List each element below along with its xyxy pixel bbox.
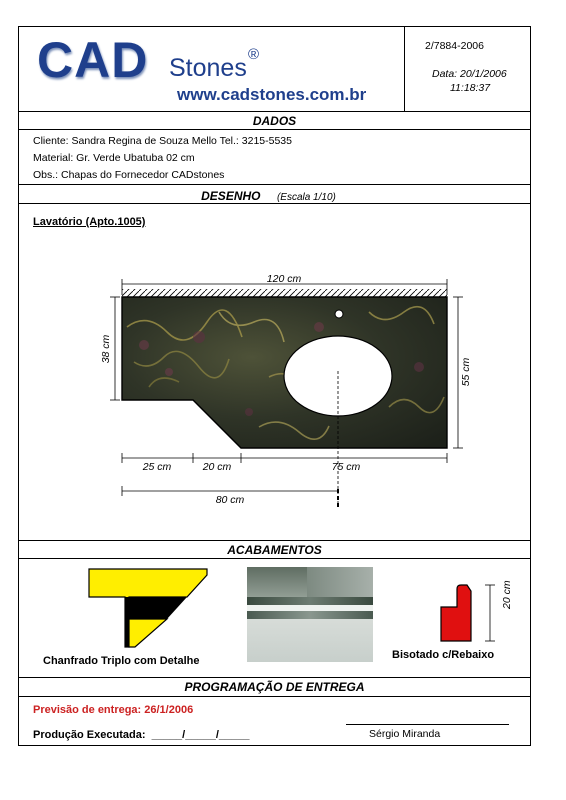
drawing-scale: (Escala 1/10): [276, 192, 336, 203]
bisotado-dim-line: [483, 583, 497, 645]
logo-stones-text: Stones: [169, 54, 247, 82]
dim-top: 120 cm: [266, 273, 302, 285]
doc-number: 2/7884-2006: [425, 40, 484, 52]
section-title-acabamentos: ACABAMENTOS: [227, 543, 322, 557]
doc-date: Data: 20/1/2006: [432, 68, 507, 80]
dim-left: 38 cm: [100, 334, 112, 364]
order-sheet: [18, 26, 531, 746]
chanfrado-profile-icon: [87, 567, 212, 649]
countertop-drawing: [19, 267, 530, 507]
piece-title: Lavatório (Apto.1005): [33, 216, 146, 228]
dim-b2: 20 cm: [202, 461, 232, 473]
wall-hatch: [122, 289, 447, 297]
logo-registered-mark: ®: [248, 46, 260, 63]
finish-photo: [247, 567, 373, 662]
logo-url: www.cadstones.com.br: [177, 85, 367, 104]
dim-right: 55 cm: [460, 357, 472, 387]
delivery-forecast: Previsão de entrega: 26/1/2006: [33, 704, 194, 716]
finish-label-bisotado: Bisotado c/Rebaixo: [392, 649, 495, 661]
obs-field: Obs.: Chapas do Fornecedor CADstones: [33, 169, 225, 181]
material-field: Material: Gr. Verde Ubatuba 02 cm: [33, 152, 195, 164]
dim-b3: 75 cm: [331, 461, 361, 473]
doc-time: 11:18:37: [450, 82, 491, 94]
cliente-field: Cliente: Sandra Regina de Souza Mello Tel.: 3215-5535: [33, 135, 292, 147]
faucet-hole: [335, 310, 343, 318]
logo: [19, 27, 404, 111]
bisotado-dim: 20 cm: [501, 580, 513, 609]
header-divider: [404, 27, 405, 111]
production-executed: Produção Executada: _____/_____/_____: [33, 729, 250, 741]
section-title-dados: DADOS: [252, 114, 297, 128]
logo-cad-text: CAD: [37, 32, 149, 88]
dim-b4: 80 cm: [215, 494, 245, 506]
dim-b1: 25 cm: [142, 461, 172, 473]
finish-label-chanfrado: Chanfrado Triplo com Detalhe: [43, 655, 200, 667]
signature-name: Sérgio Miranda: [369, 728, 441, 740]
bisotado-profile-icon: [437, 583, 477, 645]
section-title-desenho: DESENHO: [201, 189, 261, 203]
signature-line: [346, 724, 509, 725]
section-title-programacao: PROGRAMAÇÃO DE ENTREGA: [184, 680, 365, 694]
